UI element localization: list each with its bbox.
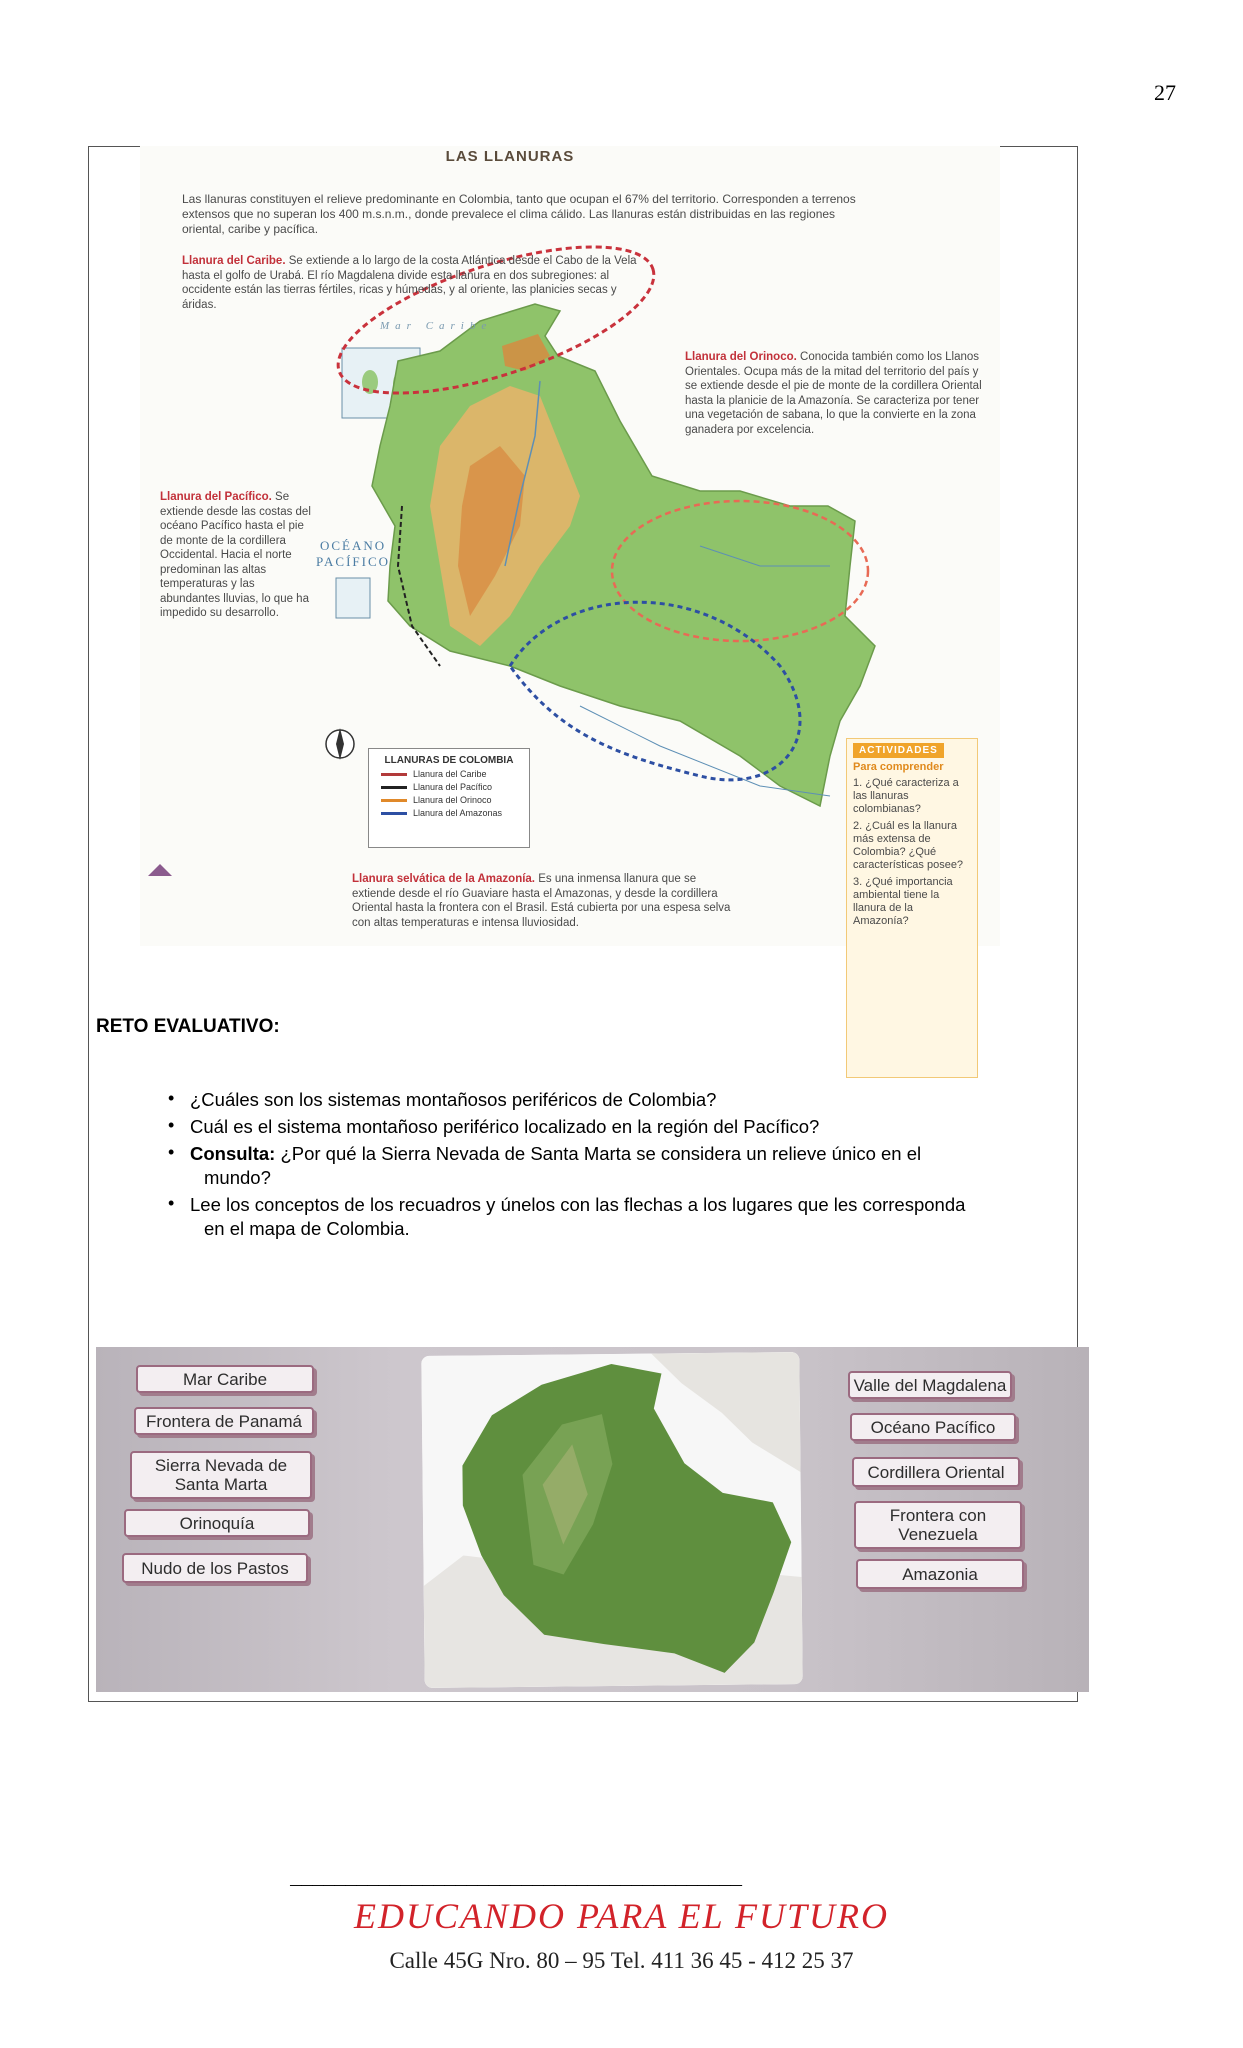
label-frontera-venezuela: Frontera con Venezuela — [854, 1501, 1022, 1549]
caribe-text: Se extiende a lo largo de la costa Atlántica desde el Cabo de la Vela hasta el golfo de Urabá. El río Magdalena divide esta llanura en dos subregiones: al occidente están las tierras fértiles, ricas y húmedas, y al oriente, las planicies secas y áridas. — [182, 255, 637, 311]
activity-question: 2. ¿Cuál es la llanura más extensa de Colombia? ¿Qué características posee? — [853, 820, 964, 871]
legend-swatch — [381, 773, 407, 776]
oceano-label-2: PACÍFICO — [316, 554, 391, 569]
textbook-title: LAS LLANURAS — [445, 148, 575, 165]
activities-heading: ACTIVIDADES — [853, 743, 944, 758]
activity-question: 3. ¿Qué importancia ambiental tiene la llanura de la Amazonía? — [853, 876, 953, 927]
list-item — [168, 1115, 1068, 1139]
list-item — [168, 1088, 1068, 1112]
textbook-section — [140, 146, 1000, 946]
footer-address: Calle 45G Nro. 80 – 95 Tel. 411 36 45 - 412 25 37 — [389, 1948, 854, 1973]
question-text: ¿Por qué la Sierra Nevada de Santa Marta se considera un relieve único en el — [275, 1143, 922, 1164]
legend-row — [381, 769, 529, 779]
legend-swatch — [381, 786, 407, 789]
label-orinoquia: Orinoquía — [124, 1509, 310, 1537]
legend-label: Llanura del Pacífico — [413, 782, 493, 792]
orinoco-paragraph — [685, 350, 985, 437]
pacifico-paragraph — [160, 490, 314, 621]
list-item — [168, 1142, 1068, 1190]
question-text-cont: mundo? — [204, 1167, 271, 1188]
question-text: ¿Cuáles son los sistemas montañosos periféricos de Colombia? — [190, 1089, 717, 1110]
legend-swatch — [381, 812, 407, 815]
amazonia-title: Llanura selvática de la Amazonía. — [352, 873, 536, 885]
legend-label: Llanura del Amazonas — [413, 808, 503, 818]
activity-question: 1. ¿Qué caracteriza a las llanuras colombianas? — [853, 777, 959, 815]
textbook-intro: Las llanuras constituyen el relieve predominante en Colombia, tanto que ocupan el 67% del territorio. Corresponden a terrenos extensos que no superan los 400 m.s.n.m., donde prevalece el clima cálido. Las llanuras están distribuidas en las regiones oriental, caribe y pacífica. — [182, 192, 856, 236]
footer-rule: _________________________________________ — [290, 1868, 742, 1891]
question-text-cont: en el mapa de Colombia. — [204, 1218, 410, 1239]
label-valle-magdalena: Valle del Magdalena — [848, 1371, 1012, 1399]
pacifico-title: Llanura del Pacífico. — [160, 491, 272, 503]
legend-row — [381, 782, 529, 792]
label-nudo-pastos: Nudo de los Pastos — [122, 1553, 308, 1583]
question-text: Lee los conceptos de los recuadros y únelos con las flechas a los lugares que les corresponda — [190, 1194, 966, 1215]
pacifico-text: Se extiende desde las costas del océano Pacífico hasta el pie de monte de la cordillera Occidental. Hacia el norte predominan las altas temperaturas y las abundantes lluvias, lo que ha impedido su desarrollo. — [160, 491, 311, 619]
label-mar-caribe: Mar Caribe — [136, 1365, 314, 1393]
legend-row — [381, 808, 529, 818]
matching-activity-photo — [96, 1347, 1089, 1692]
legend-label: Llanura del Orinoco — [413, 795, 492, 805]
question-bold: Consulta: — [190, 1143, 276, 1164]
legend-title: LLANURAS DE COLOMBIA — [384, 755, 514, 766]
map-legend — [368, 748, 530, 848]
activities-subheading: Para comprender — [853, 761, 944, 773]
oceano-label-1: OCÉANO — [320, 538, 387, 553]
page-number: 27 — [1154, 80, 1176, 105]
question-text: Cuál es el sistema montañoso periférico localizado en la región del Pacífico? — [190, 1116, 820, 1137]
orinoco-text: Conocida también como los Llanos Orientales. Ocupa más de la mitad del territorio del país y se extiende desde el pie de monte de la cordillera Oriental hasta la planicie de la Amazonía. Se caracteriza por tener una vegetación de sabana, lo que la convierte en la zona ganadera por excelencia. — [685, 351, 982, 436]
label-frontera-panama: Frontera de Panamá — [134, 1407, 314, 1435]
colombia-satellite-map — [421, 1352, 802, 1688]
orinoco-title: Llanura del Orinoco. — [685, 351, 797, 363]
legend-label: Llanura del Caribe — [413, 769, 487, 779]
reto-question-list — [168, 1088, 1068, 1244]
amazonia-text: Es una inmensa llanura que se extiende desde el río Guaviare hasta el Amazonas, y desde la cordillera Oriental hasta la frontera con el Brasil. Está cubierta por una espesa selva con altas temperaturas e intensa lluviosidad. — [352, 873, 731, 929]
label-oceano-pacifico: Océano Pacífico — [850, 1413, 1016, 1441]
map-photo — [421, 1352, 802, 1688]
label-amazonia: Amazonia — [856, 1559, 1024, 1589]
reto-heading: RETO EVALUATIVO: — [96, 1016, 280, 1037]
list-item — [168, 1193, 1068, 1241]
amazonia-paragraph — [352, 872, 732, 930]
corner-ornament-icon — [148, 864, 172, 876]
legend-row — [381, 795, 529, 805]
caribe-title: Llanura del Caribe. — [182, 255, 286, 267]
caribe-paragraph — [182, 254, 642, 312]
label-sierra-nevada: Sierra Nevada de Santa Marta — [130, 1451, 312, 1499]
malpelo-inset — [336, 578, 370, 618]
legend-swatch — [381, 799, 407, 802]
label-cordillera-oriental: Cordillera Oriental — [852, 1457, 1020, 1487]
activities-box — [846, 738, 978, 1078]
footer-title: EDUCANDO PARA EL FUTURO — [353, 1896, 890, 1936]
mar-caribe-label: Mar Caribe — [380, 320, 493, 332]
